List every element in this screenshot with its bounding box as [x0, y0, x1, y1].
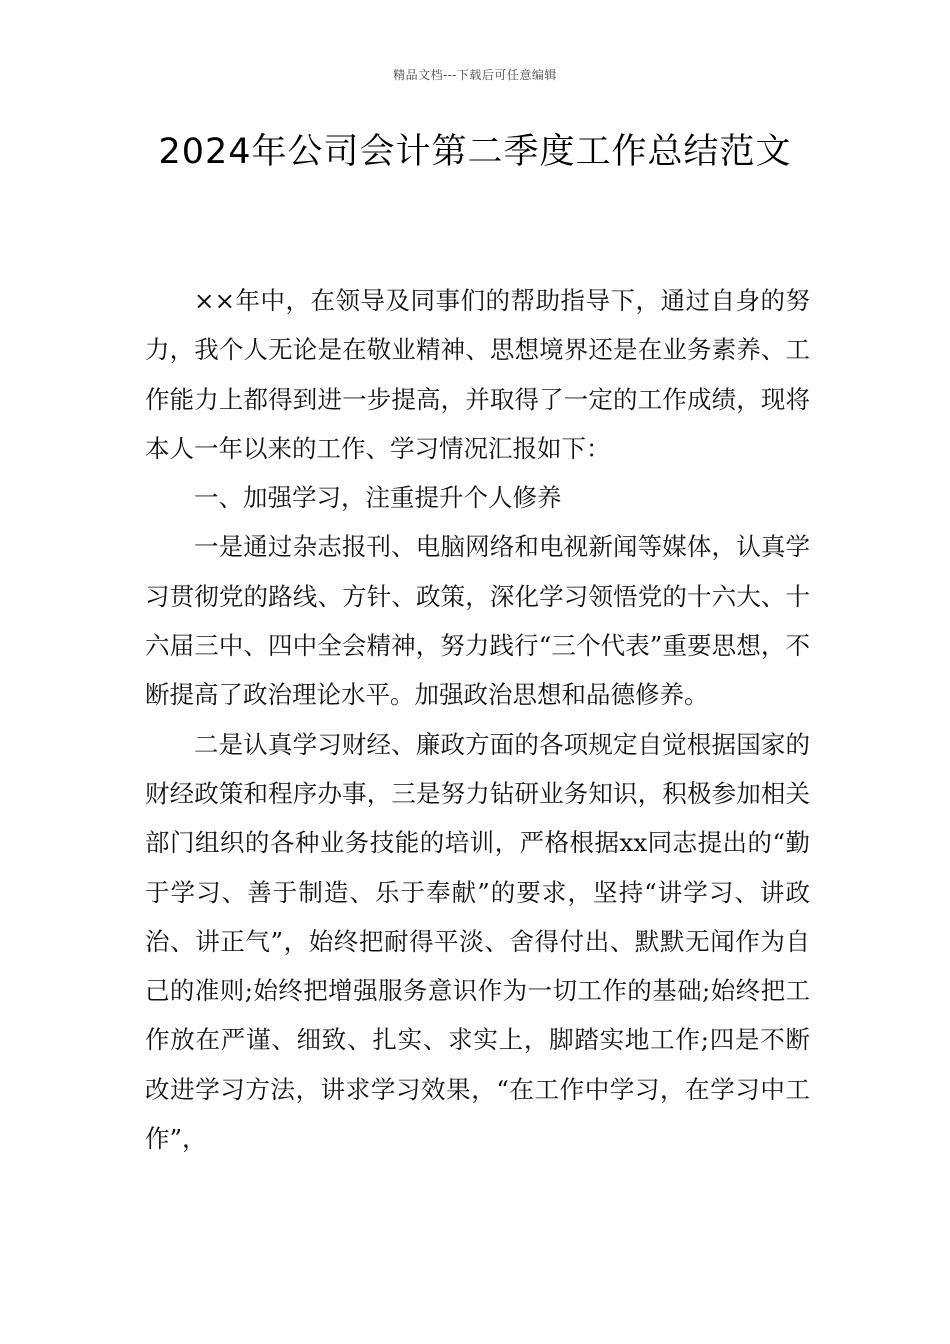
- section-heading-1: 一、加强学习，注重提升个人修养: [194, 483, 562, 513]
- paragraph-point-2: 二是认真学习财经、廉政方面的各项规定自觉根据国家的财经政策和程序办事，三是努力钻研业务知识，积极参加相关部门组织的各种业务技能的培训，严格根据xx同志提出的“勤于学习、善于制造、乐于奉献”的要求，坚持“讲学习、讲政治、讲正气”，始终把耐得平淡、舍得付出、默默无闻作为自己的准则;始终把增强服务意识作为一切工作的基础;始终把工作放在严谨、细致、扎实、求实上，脚踏实地工作;四是不断改进学习方法，讲求学习效果，“在工作中学习，在学习中工作”，: [145, 729, 810, 1154]
- paragraph-point-1: 一是通过杂志报刊、电脑网络和电视新闻等媒体，认真学习贯彻党的路线、方针、政策，深化学习领悟党的十六大、十六届三中、四中全会精神，努力践行“三个代表”重要思想，不断提高了政治理论水平。加强政治思想和品德修养。: [145, 532, 810, 710]
- document-title: 2024年公司会计第二季度工作总结范文: [158, 132, 792, 172]
- paragraph-intro: ××年中，在领导及同事们的帮助指导下，通过自身的努力，我个人无论是在敬业精神、思想境界还是在业务素养、工作能力上都得到进一步提高，并取得了一定的工作成绩，现将本人一年以来的工作、学习情况汇报如下：: [145, 286, 810, 463]
- header-note: 精品文档---下载后可任意编辑: [393, 68, 557, 82]
- document-body: [145, 276, 810, 1163]
